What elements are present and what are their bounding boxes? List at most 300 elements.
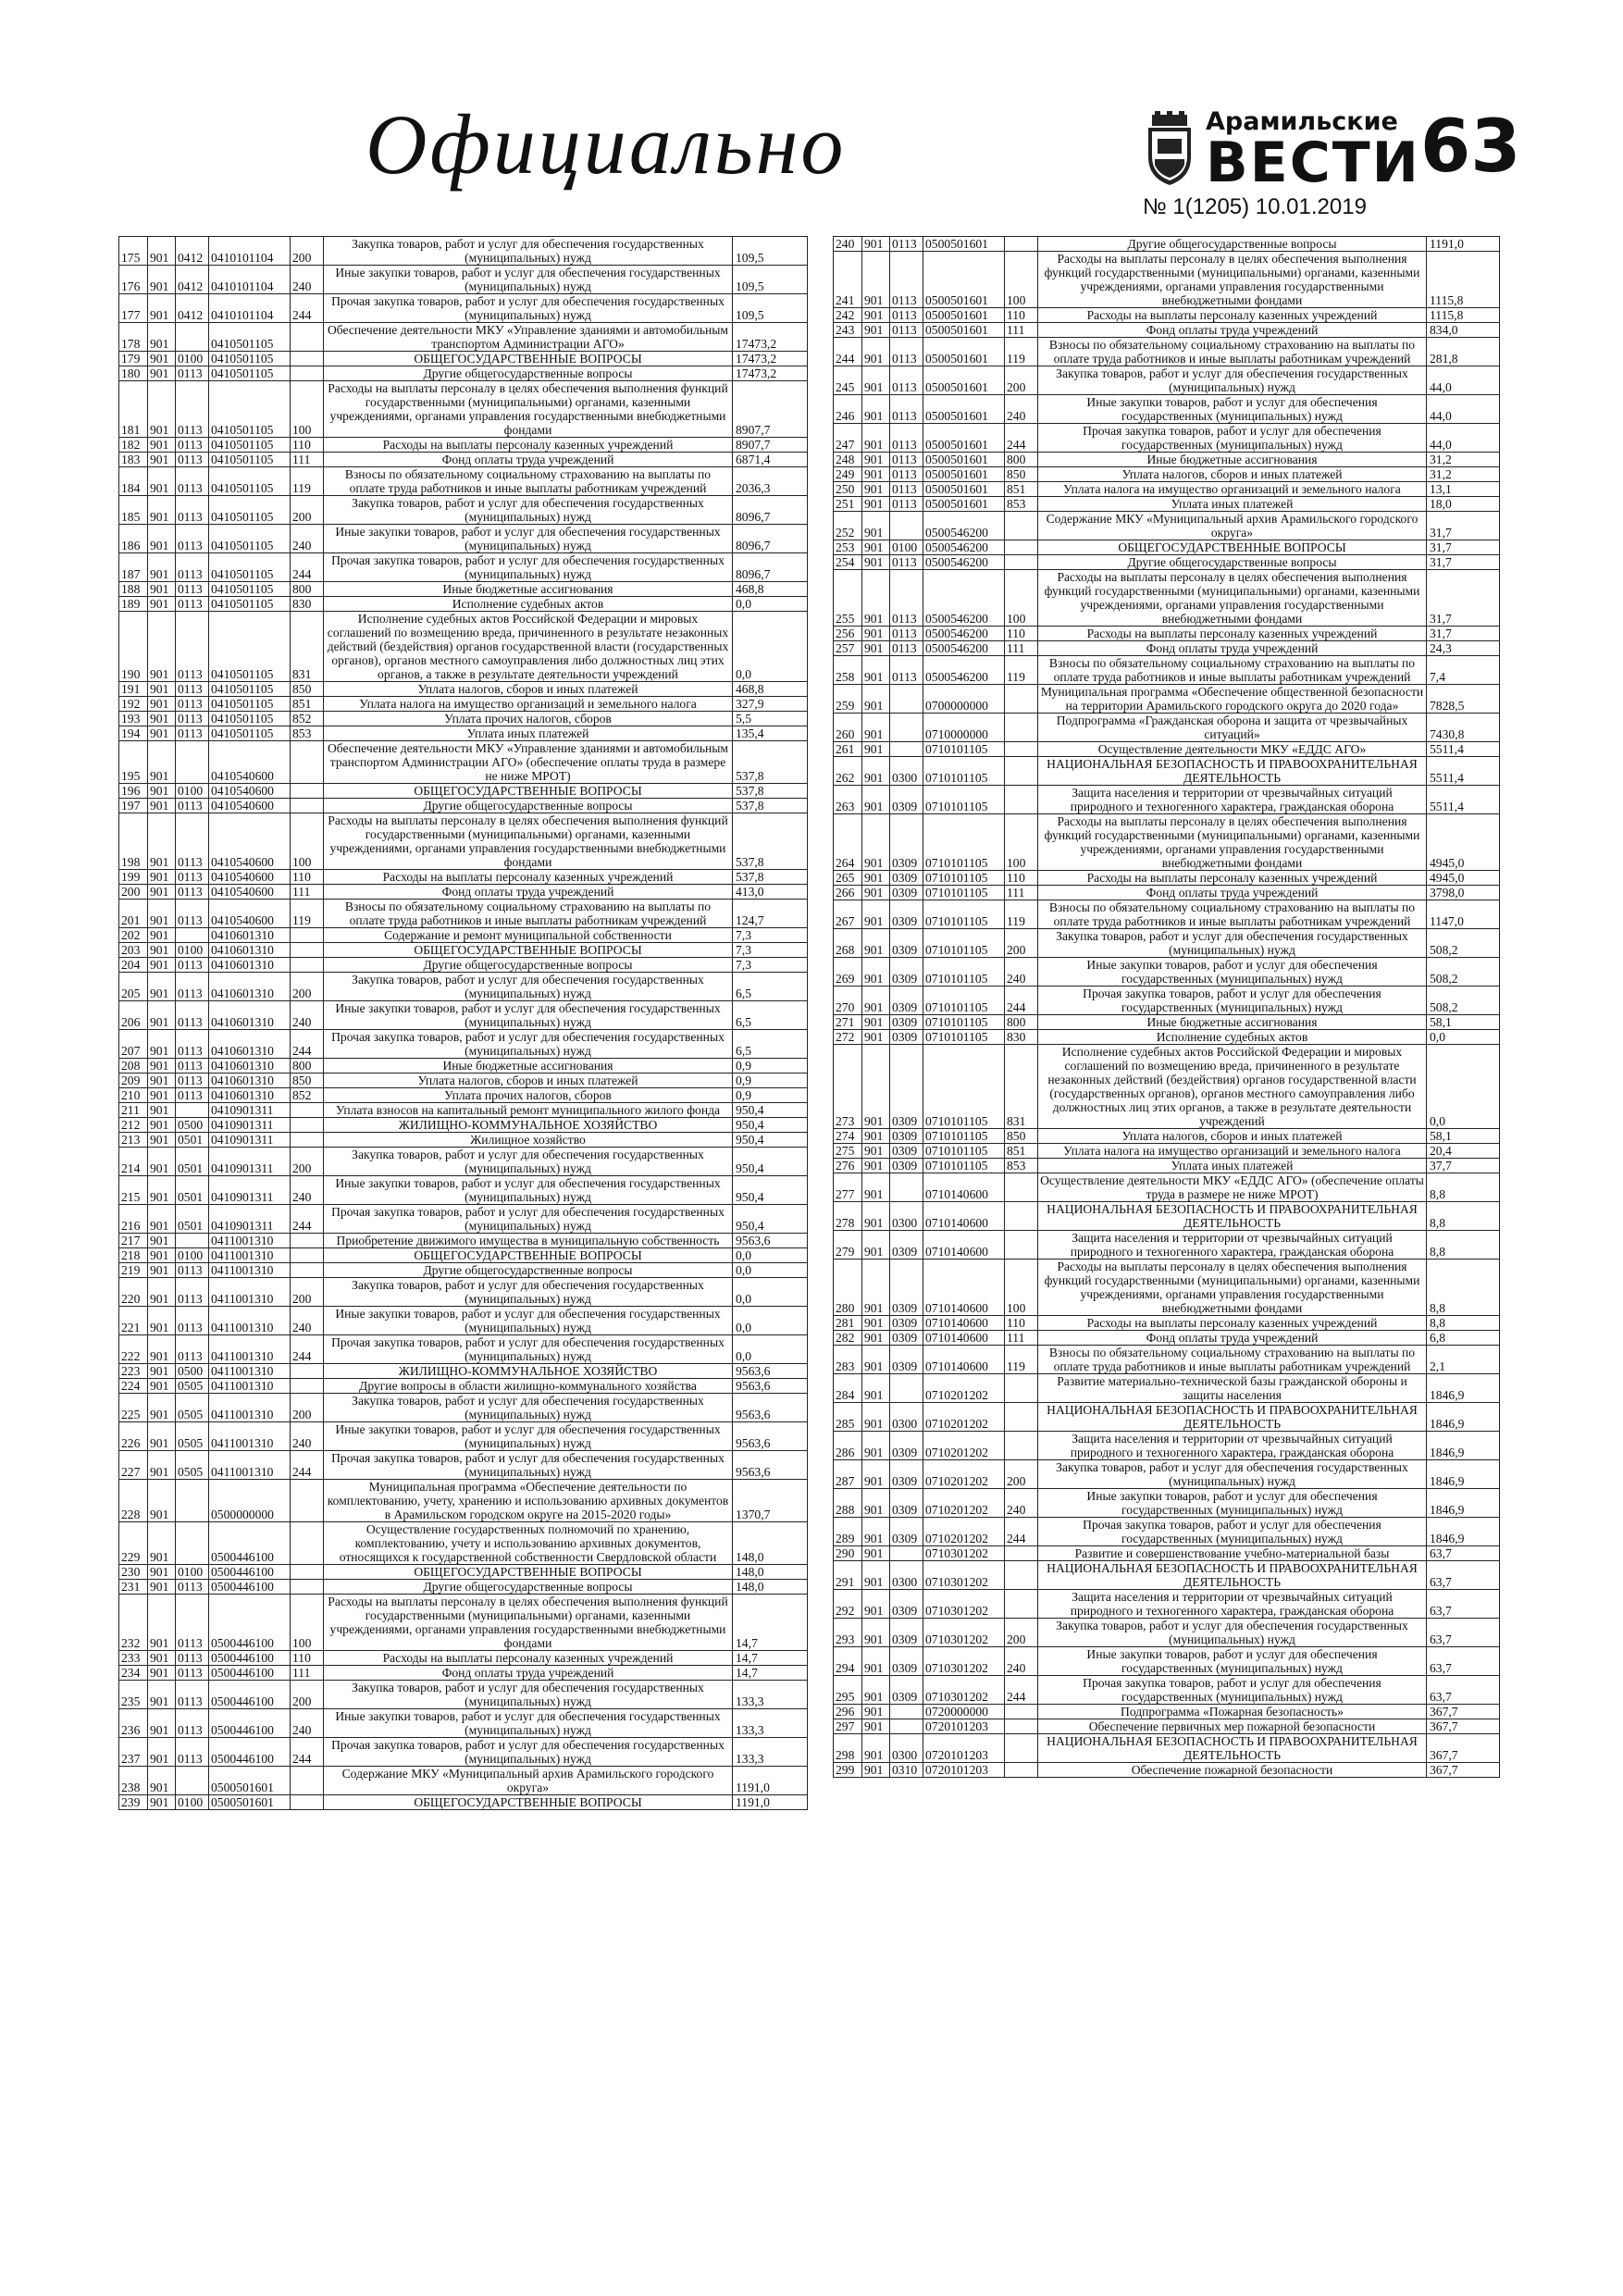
cell-description: Исполнение судебных актов Российской Федерации и мировых соглашений по возмещению вреда, причиненного в результате незаконных действий (бездействия) органов государственной власти (государственных органов), органов местного самоуправления либо должностных лиц этих органов, а также в результате деятельности учреждений — [324, 612, 733, 682]
cell-section-code: 0309 — [890, 1676, 923, 1705]
cell-amount: 950,4 — [733, 1133, 808, 1148]
cell-section-code: 0412 — [176, 294, 209, 323]
cell-expense-type-code — [291, 352, 324, 366]
cell-section-code: 0309 — [890, 1015, 923, 1030]
cell-row-number: 236 — [119, 1709, 148, 1738]
cell-row-number: 262 — [834, 757, 862, 786]
cell-amount: 4945,0 — [1427, 871, 1500, 886]
cell-amount: 124,7 — [733, 900, 808, 928]
cell-chapter-code: 901 — [148, 1580, 176, 1595]
cell-description: Уплата налога на имущество организаций и земельного налога — [324, 697, 733, 712]
cell-row-number: 178 — [119, 323, 148, 352]
cell-amount: 413,0 — [733, 885, 808, 900]
cell-amount: 9563,6 — [733, 1364, 808, 1379]
cell-row-number: 213 — [119, 1133, 148, 1148]
cell-amount: 950,4 — [733, 1103, 808, 1118]
cell-chapter-code: 901 — [148, 813, 176, 870]
cell-expense-type-code: 110 — [291, 438, 324, 453]
cell-row-number: 258 — [834, 656, 862, 685]
cell-expense-type-code: 200 — [1005, 1619, 1038, 1647]
cell-description: Закупка товаров, работ и услуг для обеспечения государственных (муниципальных) нужд — [324, 496, 733, 525]
cell-section-code: 0113 — [890, 482, 923, 497]
cell-section-code: 0113 — [176, 1278, 209, 1307]
cell-expense-type-code: 850 — [291, 682, 324, 697]
cell-chapter-code: 901 — [862, 814, 890, 871]
cell-target-code: 0710201202 — [923, 1374, 1005, 1403]
cell-row-number: 267 — [834, 900, 862, 929]
cell-chapter-code: 901 — [148, 553, 176, 582]
cell-description: Исполнение судебных актов Российской Федерации и мировых соглашений по возмещению вреда, причиненного в результате незаконных действий (бездействия) органов государственной власти (государственных органов), органов местного самоуправления либо должностных лиц этих органов, а также в результате деятельности учреждений — [1038, 1045, 1427, 1129]
cell-description: Уплата прочих налогов, сборов — [324, 1088, 733, 1103]
cell-target-code: 0500501601 — [923, 366, 1005, 395]
table-row — [834, 497, 1500, 512]
cell-expense-type-code — [291, 1103, 324, 1118]
cell-row-number: 261 — [834, 742, 862, 757]
cell-chapter-code: 901 — [862, 323, 890, 338]
table-row — [834, 742, 1500, 757]
cell-amount: 6871,4 — [733, 453, 808, 467]
cell-row-number: 285 — [834, 1403, 862, 1432]
cell-expense-type-code — [291, 1248, 324, 1263]
table-row — [119, 1074, 808, 1088]
cell-description: НАЦИОНАЛЬНАЯ БЕЗОПАСНОСТЬ И ПРАВООХРАНИТЕЛЬНАЯ ДЕЯТЕЛЬНОСТЬ — [1038, 1403, 1427, 1432]
cell-amount: 537,8 — [733, 870, 808, 885]
cell-amount: 31,7 — [1427, 512, 1500, 540]
cell-expense-type-code: 200 — [1005, 929, 1038, 958]
cell-expense-type-code: 200 — [291, 1681, 324, 1709]
cell-expense-type-code — [1005, 1546, 1038, 1561]
cell-description: Фонд оплаты труда учреждений — [324, 1666, 733, 1681]
cell-expense-type-code: 200 — [1005, 366, 1038, 395]
cell-chapter-code: 901 — [862, 987, 890, 1015]
cell-chapter-code: 901 — [148, 712, 176, 726]
cell-row-number: 249 — [834, 467, 862, 482]
cell-section-code: 0113 — [890, 656, 923, 685]
cell-section-code: 0300 — [890, 1202, 923, 1231]
cell-description: Уплата налогов, сборов и иных платежей — [1038, 1129, 1427, 1144]
cell-amount: 109,5 — [733, 266, 808, 294]
cell-section-code: 0113 — [890, 641, 923, 656]
cell-chapter-code: 901 — [862, 1647, 890, 1676]
table-row — [119, 682, 808, 697]
cell-expense-type-code: 200 — [291, 1278, 324, 1307]
cell-target-code: 0720101203 — [923, 1719, 1005, 1734]
cell-chapter-code: 901 — [148, 597, 176, 612]
cell-section-code — [176, 1234, 209, 1248]
cell-expense-type-code — [291, 1118, 324, 1133]
cell-row-number: 176 — [119, 266, 148, 294]
cell-amount: 7,3 — [733, 943, 808, 958]
cell-description: Расходы на выплаты персоналу казенных учреждений — [1038, 308, 1427, 323]
cell-target-code: 0410901311 — [209, 1103, 291, 1118]
cell-expense-type-code — [291, 784, 324, 799]
cell-expense-type-code: 100 — [291, 813, 324, 870]
cell-section-code: 0113 — [176, 726, 209, 741]
cell-expense-type-code — [291, 366, 324, 381]
table-row — [834, 1231, 1500, 1260]
cell-description: Иные бюджетные ассигнования — [324, 582, 733, 597]
cell-row-number: 255 — [834, 570, 862, 627]
cell-section-code: 0100 — [890, 540, 923, 555]
table-row — [834, 786, 1500, 814]
cell-section-code — [890, 1173, 923, 1202]
cell-section-code: 0309 — [890, 786, 923, 814]
cell-row-number: 184 — [119, 467, 148, 496]
cell-target-code: 0710201202 — [923, 1403, 1005, 1432]
table-row — [834, 1546, 1500, 1561]
cell-target-code: 0500501601 — [923, 252, 1005, 308]
table-row — [834, 237, 1500, 252]
city-crest-icon — [1143, 111, 1196, 187]
cell-chapter-code: 901 — [148, 381, 176, 438]
cell-chapter-code: 901 — [862, 467, 890, 482]
cell-amount: 281,8 — [1427, 338, 1500, 366]
cell-row-number: 287 — [834, 1460, 862, 1489]
table-row — [834, 1763, 1500, 1778]
cell-row-number: 297 — [834, 1719, 862, 1734]
cell-chapter-code: 901 — [862, 1173, 890, 1202]
cell-description: ЖИЛИЩНО-КОММУНАЛЬНОЕ ХОЗЯЙСТВО — [324, 1118, 733, 1133]
table-row — [119, 928, 808, 943]
cell-row-number: 235 — [119, 1681, 148, 1709]
cell-section-code — [890, 1374, 923, 1403]
cell-chapter-code: 901 — [862, 900, 890, 929]
table-row — [834, 467, 1500, 482]
cell-chapter-code: 901 — [148, 697, 176, 712]
cell-row-number: 211 — [119, 1103, 148, 1118]
table-row — [834, 1676, 1500, 1705]
cell-section-code: 0113 — [890, 570, 923, 627]
cell-section-code — [890, 512, 923, 540]
cell-section-code: 0113 — [176, 612, 209, 682]
cell-section-code: 0113 — [890, 252, 923, 308]
cell-chapter-code: 901 — [148, 1176, 176, 1205]
cell-amount: 2,1 — [1427, 1346, 1500, 1374]
cell-section-code: 0113 — [890, 338, 923, 366]
cell-row-number: 205 — [119, 973, 148, 1001]
cell-target-code: 0411001310 — [209, 1278, 291, 1307]
cell-expense-type-code: 240 — [291, 1307, 324, 1335]
cell-chapter-code: 901 — [148, 1394, 176, 1422]
cell-chapter-code: 901 — [862, 1045, 890, 1129]
cell-section-code: 0309 — [890, 1045, 923, 1129]
table-row — [119, 323, 808, 352]
cell-row-number: 197 — [119, 799, 148, 813]
cell-description: Расходы на выплаты персоналу в целях обеспечения выполнения функций государственными (муниципальными) органами, казенными учреждениями, органами управления государственными внебюджетными фондами — [1038, 570, 1427, 627]
cell-amount: 8,8 — [1427, 1202, 1500, 1231]
cell-expense-type-code — [1005, 1763, 1038, 1778]
cell-row-number: 280 — [834, 1260, 862, 1316]
cell-description: Муниципальная программа «Обеспечение деятельности по комплектованию, учету, хранению и использованию архивных документов в Арамильском городском округе на 2015-2020 годы» — [324, 1480, 733, 1522]
cell-target-code: 0410501105 — [209, 381, 291, 438]
cell-chapter-code: 901 — [862, 252, 890, 308]
cell-description: ОБЩЕГОСУДАРСТВЕННЫЕ ВОПРОСЫ — [324, 352, 733, 366]
cell-amount: 63,7 — [1427, 1590, 1500, 1619]
cell-expense-type-code — [291, 1795, 324, 1810]
cell-expense-type-code — [1005, 555, 1038, 570]
cell-section-code: 0412 — [176, 266, 209, 294]
cell-section-code: 0309 — [890, 1144, 923, 1159]
cell-target-code: 0710140600 — [923, 1202, 1005, 1231]
cell-amount: 8907,7 — [733, 438, 808, 453]
table-row — [119, 741, 808, 784]
paper-name: ВЕСТИ — [1206, 130, 1420, 195]
table-row — [119, 266, 808, 294]
cell-target-code: 0410101104 — [209, 237, 291, 266]
cell-amount: 327,9 — [733, 697, 808, 712]
cell-expense-type-code — [291, 799, 324, 813]
cell-amount: 31,7 — [1427, 570, 1500, 627]
cell-row-number: 240 — [834, 237, 862, 252]
cell-amount: 367,7 — [1427, 1734, 1500, 1763]
cell-row-number: 185 — [119, 496, 148, 525]
cell-amount: 8096,7 — [733, 496, 808, 525]
cell-target-code: 0500501601 — [923, 237, 1005, 252]
cell-row-number: 256 — [834, 627, 862, 641]
cell-amount: 0,0 — [733, 1278, 808, 1307]
cell-section-code: 0309 — [890, 1590, 923, 1619]
cell-chapter-code: 901 — [148, 1480, 176, 1522]
cell-chapter-code: 901 — [148, 1767, 176, 1795]
cell-description: Другие вопросы в области жилищно-коммунального хозяйства — [324, 1379, 733, 1394]
cell-target-code: 0410501105 — [209, 438, 291, 453]
cell-expense-type-code: 110 — [291, 1651, 324, 1666]
cell-chapter-code: 901 — [862, 237, 890, 252]
cell-description: Прочая закупка товаров, работ и услуг для обеспечения государственных (муниципальных) нужд — [1038, 987, 1427, 1015]
cell-description: Фонд оплаты труда учреждений — [1038, 641, 1427, 656]
cell-expense-type-code: 244 — [291, 553, 324, 582]
cell-chapter-code: 901 — [862, 338, 890, 366]
cell-target-code: 0710101105 — [923, 886, 1005, 900]
cell-row-number: 183 — [119, 453, 148, 467]
cell-section-code: 0505 — [176, 1394, 209, 1422]
cell-section-code: 0113 — [176, 712, 209, 726]
cell-expense-type-code: 244 — [1005, 424, 1038, 453]
cell-expense-type-code: 100 — [291, 381, 324, 438]
cell-chapter-code: 901 — [148, 1234, 176, 1248]
cell-target-code: 0710301202 — [923, 1647, 1005, 1676]
cell-amount: 950,4 — [733, 1118, 808, 1133]
cell-chapter-code: 901 — [148, 1088, 176, 1103]
table-row — [834, 1432, 1500, 1460]
cell-expense-type-code: 853 — [1005, 497, 1038, 512]
cell-target-code: 0500446100 — [209, 1709, 291, 1738]
cell-target-code: 0411001310 — [209, 1394, 291, 1422]
cell-expense-type-code — [291, 741, 324, 784]
cell-section-code: 0309 — [890, 814, 923, 871]
table-row — [119, 1522, 808, 1565]
table-row — [119, 553, 808, 582]
cell-section-code: 0113 — [176, 813, 209, 870]
cell-expense-type-code: 200 — [291, 1394, 324, 1422]
cell-description: Прочая закупка товаров, работ и услуг для обеспечения государственных (муниципальных) нужд — [324, 1205, 733, 1234]
cell-target-code: 0500501601 — [923, 424, 1005, 453]
cell-expense-type-code: 240 — [1005, 1489, 1038, 1518]
cell-amount: 3798,0 — [1427, 886, 1500, 900]
cell-description: Содержание МКУ «Муниципальный архив Арамильского городского округа» — [324, 1767, 733, 1795]
cell-section-code: 0100 — [176, 943, 209, 958]
cell-row-number: 217 — [119, 1234, 148, 1248]
cell-expense-type-code: 830 — [291, 597, 324, 612]
table-row — [834, 424, 1500, 453]
cell-section-code: 0309 — [890, 1432, 923, 1460]
cell-description: Другие общегосударственные вопросы — [324, 799, 733, 813]
cell-section-code: 0113 — [176, 453, 209, 467]
cell-target-code: 0411001310 — [209, 1422, 291, 1451]
table-row — [119, 438, 808, 453]
table-row — [834, 987, 1500, 1015]
table-row — [119, 943, 808, 958]
cell-expense-type-code: 119 — [1005, 1346, 1038, 1374]
cell-target-code: 0500501601 — [923, 467, 1005, 482]
cell-amount: 14,7 — [733, 1666, 808, 1681]
cell-section-code: 0300 — [890, 1561, 923, 1590]
cell-expense-type-code: 200 — [1005, 1460, 1038, 1489]
cell-chapter-code: 901 — [148, 1522, 176, 1565]
cell-amount: 5,5 — [733, 712, 808, 726]
cell-target-code: 0500446100 — [209, 1522, 291, 1565]
cell-row-number: 263 — [834, 786, 862, 814]
budget-table-left — [118, 236, 807, 1810]
cell-chapter-code: 901 — [148, 1335, 176, 1364]
cell-chapter-code: 901 — [862, 757, 890, 786]
cell-section-code: 0309 — [890, 1619, 923, 1647]
cell-expense-type-code: 110 — [1005, 308, 1038, 323]
cell-target-code: 0500446100 — [209, 1595, 291, 1651]
cell-target-code: 0410501105 — [209, 453, 291, 467]
cell-target-code: 0500446100 — [209, 1580, 291, 1595]
table-row — [834, 1159, 1500, 1173]
cell-description: Прочая закупка товаров, работ и услуг для обеспечения государственных (муниципальных) нужд — [1038, 1676, 1427, 1705]
cell-description: Расходы на выплаты персоналу казенных учреждений — [1038, 1316, 1427, 1331]
cell-target-code: 0410540600 — [209, 784, 291, 799]
cell-row-number: 210 — [119, 1088, 148, 1103]
table-row — [834, 1561, 1500, 1590]
cell-description: Иные закупки товаров, работ и услуг для обеспечения государственных (муниципальных) нужд — [324, 1709, 733, 1738]
table-row — [834, 1129, 1500, 1144]
cell-description: Другие общегосударственные вопросы — [324, 1580, 733, 1595]
table-row — [119, 900, 808, 928]
cell-chapter-code: 901 — [862, 540, 890, 555]
cell-expense-type-code: 851 — [1005, 482, 1038, 497]
cell-description: Защита населения и территории от чрезвычайных ситуаций природного и техногенного характера, гражданская оборона — [1038, 786, 1427, 814]
cell-description: Иные закупки товаров, работ и услуг для обеспечения государственных (муниципальных) нужд — [324, 1001, 733, 1030]
cell-chapter-code: 901 — [148, 1709, 176, 1738]
cell-row-number: 193 — [119, 712, 148, 726]
cell-chapter-code: 901 — [148, 352, 176, 366]
cell-description: Иные закупки товаров, работ и услуг для обеспечения государственных (муниципальных) нужд — [324, 525, 733, 553]
cell-row-number: 228 — [119, 1480, 148, 1522]
cell-expense-type-code — [1005, 786, 1038, 814]
cell-amount: 6,5 — [733, 1030, 808, 1059]
cell-chapter-code: 901 — [862, 1331, 890, 1346]
table-row — [834, 308, 1500, 323]
cell-description: Приобретение движимого имущества в муниципальную собственность — [324, 1234, 733, 1248]
cell-expense-type-code — [291, 1480, 324, 1522]
cell-chapter-code: 901 — [148, 496, 176, 525]
cell-description: ОБЩЕГОСУДАРСТВЕННЫЕ ВОПРОСЫ — [1038, 540, 1427, 555]
cell-amount: 9563,6 — [733, 1234, 808, 1248]
cell-amount: 18,0 — [1427, 497, 1500, 512]
cell-chapter-code: 901 — [148, 1595, 176, 1651]
cell-expense-type-code: 200 — [291, 973, 324, 1001]
cell-section-code: 0113 — [176, 553, 209, 582]
page-number: 63 — [1420, 105, 1521, 189]
cell-expense-type-code: 240 — [291, 1422, 324, 1451]
cell-expense-type-code — [291, 943, 324, 958]
cell-expense-type-code: 850 — [291, 1074, 324, 1088]
table-row — [834, 512, 1500, 540]
cell-description: Уплата взносов на капитальный ремонт муниципального жилого фонда — [324, 1103, 733, 1118]
cell-expense-type-code: 244 — [291, 1738, 324, 1767]
cell-target-code: 0410501105 — [209, 553, 291, 582]
cell-target-code: 0500446100 — [209, 1681, 291, 1709]
cell-chapter-code: 901 — [148, 1681, 176, 1709]
cell-row-number: 186 — [119, 525, 148, 553]
cell-expense-type-code: 240 — [291, 266, 324, 294]
cell-amount: 537,8 — [733, 741, 808, 784]
cell-chapter-code: 901 — [148, 1307, 176, 1335]
cell-target-code: 0410501105 — [209, 366, 291, 381]
cell-amount: 8,8 — [1427, 1173, 1500, 1202]
cell-section-code: 0501 — [176, 1205, 209, 1234]
cell-chapter-code: 901 — [862, 424, 890, 453]
cell-expense-type-code: 851 — [1005, 1144, 1038, 1159]
cell-section-code: 0113 — [176, 799, 209, 813]
cell-description: Прочая закупка товаров, работ и услуг для обеспечения государственных (муниципальных) нужд — [324, 1335, 733, 1364]
cell-section-code — [176, 1480, 209, 1522]
cell-amount: 17473,2 — [733, 323, 808, 352]
cell-chapter-code: 901 — [862, 1719, 890, 1734]
cell-chapter-code: 901 — [862, 570, 890, 627]
cell-description: Взносы по обязательному социальному страхованию на выплаты по оплате труда работников и иные выплаты работникам учреждений — [1038, 1346, 1427, 1374]
cell-expense-type-code: 831 — [291, 612, 324, 682]
table-row — [834, 641, 1500, 656]
cell-chapter-code: 901 — [862, 685, 890, 714]
cell-description: Взносы по обязательному социальному страхованию на выплаты по оплате труда работников и иные выплаты работникам учреждений — [1038, 900, 1427, 929]
cell-chapter-code: 901 — [148, 1001, 176, 1030]
cell-expense-type-code — [291, 1263, 324, 1278]
table-row — [834, 1045, 1500, 1129]
cell-target-code: 0500546200 — [923, 641, 1005, 656]
cell-section-code — [176, 1103, 209, 1118]
cell-amount: 0,9 — [733, 1059, 808, 1074]
cell-expense-type-code: 111 — [1005, 886, 1038, 900]
cell-chapter-code: 901 — [862, 656, 890, 685]
cell-amount: 31,7 — [1427, 627, 1500, 641]
cell-row-number: 298 — [834, 1734, 862, 1763]
cell-row-number: 232 — [119, 1595, 148, 1651]
cell-section-code: 0113 — [176, 870, 209, 885]
cell-amount: 0,0 — [1427, 1030, 1500, 1045]
table-row — [119, 352, 808, 366]
cell-amount: 8096,7 — [733, 553, 808, 582]
cell-amount: 0,0 — [733, 1248, 808, 1263]
cell-section-code: 0113 — [176, 1074, 209, 1088]
cell-amount: 0,0 — [733, 612, 808, 682]
cell-expense-type-code: 851 — [291, 697, 324, 712]
table-row — [834, 1316, 1500, 1331]
cell-amount: 1115,8 — [1427, 252, 1500, 308]
cell-target-code: 0710101105 — [923, 900, 1005, 929]
cell-row-number: 203 — [119, 943, 148, 958]
cell-chapter-code: 901 — [862, 555, 890, 570]
cell-expense-type-code — [291, 1133, 324, 1148]
cell-amount: 1846,9 — [1427, 1403, 1500, 1432]
cell-target-code: 0500000000 — [209, 1480, 291, 1522]
cell-description: Другие общегосударственные вопросы — [324, 366, 733, 381]
cell-section-code: 0309 — [890, 929, 923, 958]
